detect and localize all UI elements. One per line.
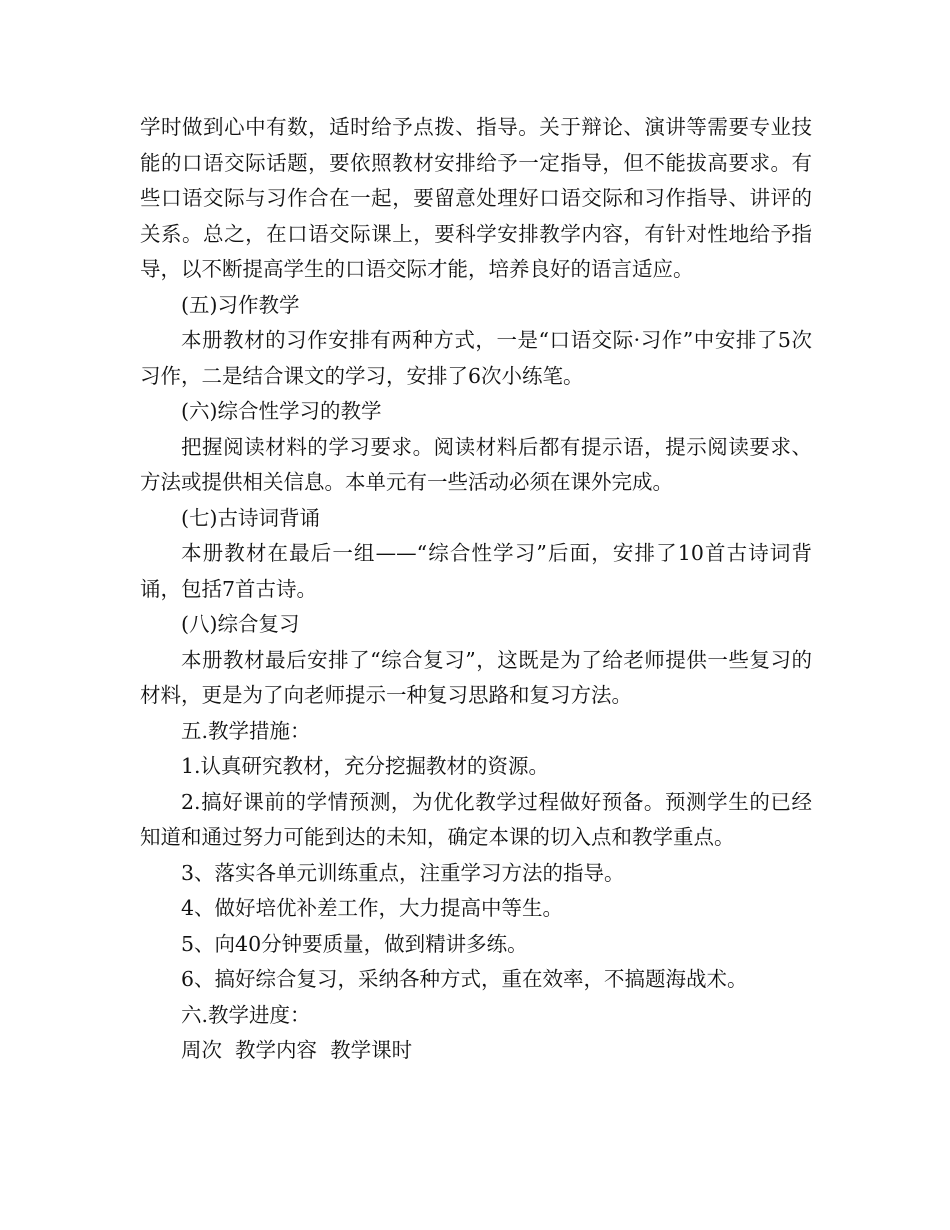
measure-item-5: 5、向40分钟要质量，做到精讲多练。 xyxy=(181,931,528,956)
paragraph-oral-communication-continued: 学时做到心中有数，适时给予点拨、指导。关于辩论、演讲等需要专业技能的口语交际话题，要依照教材安排给予一定指导，但不能拔高要求。有些口语交际与习作合在一起，要留意处理好口语交际和习作指导、讲评的关系。总之，在口语交际课上，要科学安排教学内容，有针对性地给予指导，以不断提高学生的口语交际才能，培养良好的语言适应。 xyxy=(140,115,812,281)
paragraph-reading-materials: 把握阅读材料的学习要求。阅读材料后都有提示语，提示阅读要求、方法或提供相关信息。本单元有一些活动必须在课外完成。 xyxy=(140,434,812,494)
heading-ancient-poetry: (七)古诗词背诵 xyxy=(181,505,320,530)
heading-writing-teaching: (五)习作教学 xyxy=(181,292,300,317)
heading-teaching-schedule: 六.教学进度： xyxy=(181,1002,311,1027)
paragraph-writing-arrangement: 本册教材的习作安排有两种方式，一是“口语交际·习作”中安排了5次习作，二是结合课文的学习，安排了6次小练笔。 xyxy=(140,328,812,388)
schedule-table-header: 周次 教学内容 教学课时 xyxy=(181,1038,413,1062)
heading-comprehensive-learning: (六)综合性学习的教学 xyxy=(181,399,382,423)
measure-item-2: 2.搞好课前的学情预测，为优化教学过程做好预备。预测学生的已经知道和通过努力可能到达的未知，确定本课的切入点和教学重点。 xyxy=(140,789,812,849)
measure-item-3: 3、落实各单元训练重点，注重学习方法的指导。 xyxy=(181,860,625,885)
measure-item-1: 1.认真研究教材，充分挖掘教材的资源。 xyxy=(181,754,550,778)
document-body xyxy=(140,110,812,1069)
heading-comprehensive-review: (八)综合复习 xyxy=(181,612,300,636)
measure-item-4: 4、做好培优补差工作，大力提高中等生。 xyxy=(181,896,564,920)
paragraph-poetry-recitation: 本册教材在最后一组——“综合性学习”后面，安排了10首古诗词背诵，包括7首古诗。 xyxy=(140,541,812,601)
measure-item-6: 6、搞好综合复习，采纳各种方式，重在效率，不搞题海战术。 xyxy=(181,967,748,991)
paragraph-review-arrangement: 本册教材最后安排了“综合复习”，这既是为了给老师提供一些复习的材料，更是为了向老师提示一种复习思路和复习方法。 xyxy=(140,647,812,707)
heading-teaching-measures: 五.教学措施： xyxy=(181,718,311,743)
